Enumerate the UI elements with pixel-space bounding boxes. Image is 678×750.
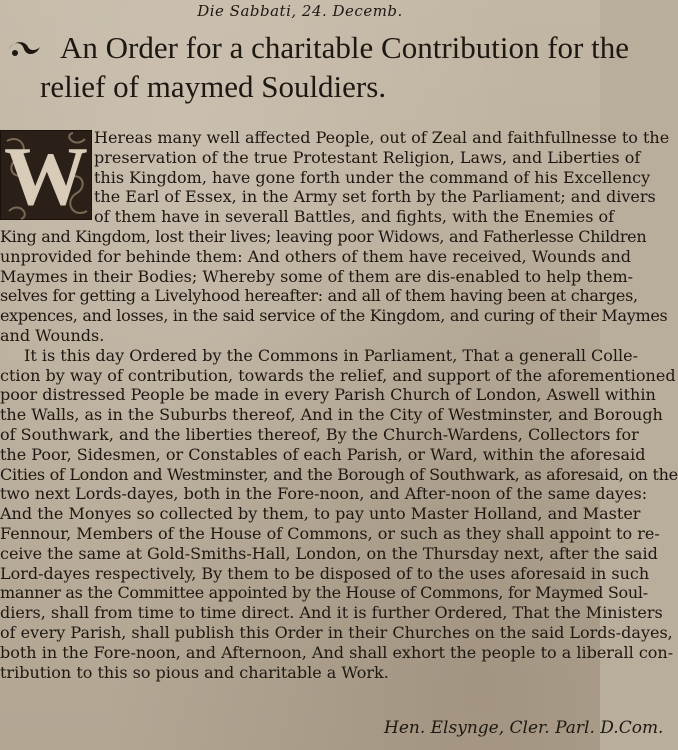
body-line: King and Kingdom, lost their lives; leaving poor Widows, and Fatherlesse Children [0, 226, 647, 246]
dateline: Die Sabbati, 24. Decemb. [197, 2, 403, 20]
body-line: of them have in severall Battles, and fights, with the Enemies of [94, 207, 615, 227]
body-line: of every Parish, shall publish this Order in their Churches on the said Lords-dayes, [0, 622, 673, 642]
body-line: Lord-dayes respectively, By them to be disposed of to the uses aforesaid in such [0, 563, 650, 583]
order-body [0, 128, 678, 682]
body-line: And the Monyes so collected by them, to pay unto Master Holland, and Master [0, 504, 641, 524]
body-line: the Poor, Sidesmen, or Constables of each Parish, or Ward, within the aforesaid [0, 444, 646, 464]
body-line: tribution to this so pious and charitable a Work. [0, 662, 389, 682]
body-line: the Earl of Essex, in the Army set forth by the Parliament; and divers [94, 187, 656, 207]
body-line: of Southwark, and the liberties thereof, By the Church-Wardens, Collectors for [0, 424, 639, 444]
title-line-2: relief of maymed Souldiers. [40, 69, 387, 104]
body-line: It is this day Ordered by the Commons in Parliament, That a generall Colle- [24, 345, 639, 365]
body-line: Fennour, Members of the House of Commons, or such as they shall appoint to re- [0, 523, 660, 543]
signature: Hen. Elsynge, Cler. Parl. D.Com. [384, 718, 664, 738]
initial-letter: W [4, 130, 88, 223]
body-line: selves for getting a Livelyhood hereafter: and all of them having been at charges, [0, 286, 638, 306]
body-line: expences, and losses, in the said service of the Kingdom, and curing of their Maymes [0, 306, 668, 326]
body-line: Cities of London and Westminster, and the Borough of Southwark, as aforesaid, on the [0, 464, 678, 484]
body-line: the Walls, as in the Suburbs thereof, And in the City of Westminster, and Borough [0, 405, 663, 425]
body-line: Hereas many well affected People, out of Zeal and faithfullnesse to the [94, 128, 670, 147]
body-line: this Kingdom, have gone forth under the command of his Excellency [94, 167, 651, 187]
document-title [34, 28, 634, 106]
body-line: both in the Fore-noon, and Afternoon, And shall exhort the people to a liberall con- [0, 642, 674, 662]
body-line: ceive the same at Gold-Smiths-Hall, London, on the Thursday next, after the said [0, 543, 658, 563]
body-line: preservation of the true Protestant Religion, Laws, and Liberties of [94, 147, 641, 167]
body-line: Maymes in their Bodies; Whereby some of them are dis-enabled to help them- [0, 266, 634, 286]
body-line: manner as the Committee appointed by the House of Commons, for Maymed Soul- [0, 583, 648, 603]
title-line-1: An Order for a charitable Contribution for the [60, 30, 630, 65]
body-line: and Wounds. [0, 325, 105, 345]
body-line: poor distressed People be made in every Parish Church of London, Aswell within [0, 385, 656, 405]
body-line: diers, shall from time to time direct. And it is further Ordered, That the Ministers [0, 603, 663, 623]
body-line: two next Lords-dayes, both in the Fore-noon, and After-noon of the same dayes: [0, 484, 648, 504]
body-line: unprovided for behinde them: And others of them have received, Wounds and [0, 246, 632, 266]
body-line: ction by way of contribution, towards the relief, and support of the aforementioned [0, 365, 676, 385]
